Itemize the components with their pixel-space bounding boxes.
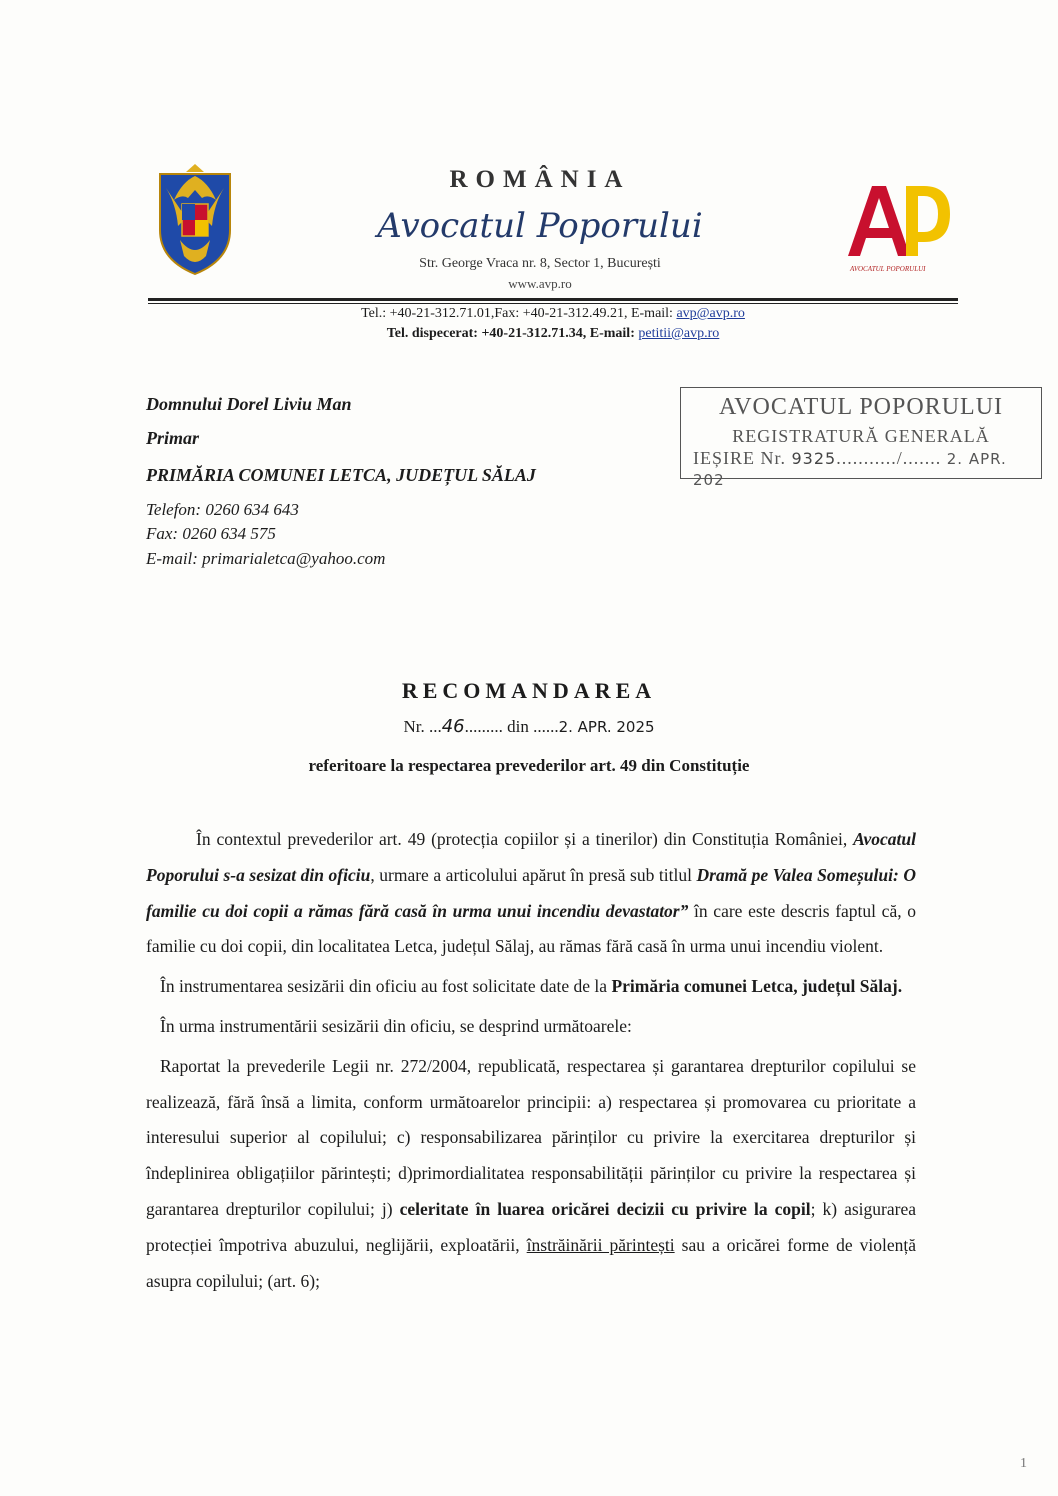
- p4-text-b: celeritate în luarea oricărei decizii cu privire la copil: [399, 1198, 811, 1219]
- p2-text-b: Primăria comunei Letca, județul Sălaj.: [611, 976, 903, 997]
- contact-line-dispatch: [148, 326, 958, 342]
- document-date: 2. APR. 2025: [558, 718, 655, 736]
- recipient-email: E-mail: primarialetca@yahoo.com: [146, 549, 386, 568]
- header-rule-thin: [148, 303, 958, 304]
- p1-text-a: În contextul prevederilor art. 49 (protecția copiilor și a tinerilor) din Constituția României,: [196, 829, 854, 849]
- p2-text-a: În instrumentarea sesizării din oficiu au fost solicitate date de la: [160, 976, 612, 997]
- recipient-name: Domnului Dorel Liviu Man: [146, 394, 352, 414]
- contact-dispatch-phone: Tel. dispecerat: +40-21-312.71.34, E-mail:: [386, 326, 639, 341]
- document-number-line: [0, 716, 1058, 737]
- p4-text-a: Raportat la prevederile Legii nr. 272/2004, republicată, respectarea și garantarea drepturilor copilului se realizează, fără însă a limita, conform următoarelor principii: a) respectarea și promovarea cu prioritate a interesului superior al copilului; c) responsabilizarea părinților cu privire la exercitarea drepturilor și îndeplinirea obligațiilor părintești; d)primordialitatea responsabilității părinților cu privire la respectarea și garantarea drepturilor copilului; j): [146, 1055, 916, 1219]
- stamp-exit-number: [693, 448, 1041, 490]
- paragraph-2: [146, 969, 916, 1005]
- recipient-institution: PRIMĂRIA COMUNEI LETCA, JUDEȚUL SĂLAJ: [146, 465, 536, 485]
- avocatul-poporului-logo-icon: [838, 176, 958, 276]
- institution-name: Avocatul Poporului: [377, 206, 703, 246]
- institution-website: www.avp.ro: [508, 276, 572, 291]
- recipient-fax: Fax: 0260 634 575: [146, 524, 276, 543]
- paragraph-1: [146, 822, 916, 965]
- p1-text-e: în care este descris faptul că, o familie cu doi copii, din localitatea Letca, județul Sălaj, au rămas fără casă în urma unui incendiu violent.: [146, 900, 916, 957]
- stamp-registry: REGISTRATURĂ GENERALĂ: [732, 426, 990, 446]
- document-body: [146, 822, 916, 1303]
- paragraph-4: [146, 1049, 916, 1300]
- stamp-institution: AVOCATUL POPORULUI: [718, 394, 1004, 420]
- p1-article-title: Dramă pe Valea Someșului: O familie cu doi copii a rămas fără casă în urma unui incendiu devastator”: [146, 864, 916, 921]
- email-link-petitii[interactable]: petitii@avp.ro: [638, 326, 720, 341]
- email-link-avp[interactable]: avp@avp.ro: [676, 306, 745, 321]
- recipient-phone: Telefon: 0260 634 643: [146, 500, 299, 519]
- p1-text-b: Avocatul Poporului s-a sesizat din oficiu: [146, 829, 916, 885]
- document-nr-dots: ...: [428, 717, 442, 736]
- recipient-role: Primar: [146, 428, 200, 448]
- document-nr-label: Nr.: [403, 717, 429, 736]
- logo-caption: AVOCATUL POPORULUI: [850, 265, 926, 273]
- document-nr-value: 46: [441, 716, 465, 737]
- stamp-reg-number: 9325: [791, 449, 837, 468]
- contact-phone-fax: Tel.: +40-21-312.71.01,Fax: +40-21-312.49.21, E-mail:: [361, 306, 677, 321]
- p4-text-c: ; k) asigurarea protecției împotriva abuzului, neglijării, exploatării,: [146, 1198, 916, 1255]
- country-heading: ROMÂNIA: [449, 166, 631, 193]
- p4-text-e: sau a oricărei forme de violență asupra copilului; (art. 6);: [146, 1234, 916, 1291]
- p4-text-d: înstrăinării părintești: [526, 1234, 675, 1255]
- stamp-exit-label: IEȘIRE Nr.: [693, 448, 792, 468]
- document-subtitle: referitoare la respectarea prevederilor art. 49 din Constituție: [308, 756, 750, 775]
- registration-stamp: [680, 387, 1042, 489]
- romania-coat-of-arms-icon: [152, 160, 238, 276]
- institution-address: Str. George Vraca nr. 8, Sector 1, București: [419, 256, 661, 271]
- document-nr-after: ......... din ......: [464, 717, 559, 736]
- stamp-date: 2. APR. 202: [693, 450, 1007, 489]
- stamp-separator: .........../.......: [836, 448, 942, 468]
- document-title: RECOMANDAREA: [401, 678, 657, 703]
- paragraph-3: În urma instrumentării sesizării din oficiu, se desprind următoarele:: [160, 1015, 632, 1036]
- contact-line-general: [148, 306, 958, 322]
- p1-text-c: , urmare a articolului apărut în presă sub titlul: [370, 864, 697, 885]
- page-number: 1: [1020, 1456, 1027, 1471]
- header-rule-thick: [148, 298, 958, 301]
